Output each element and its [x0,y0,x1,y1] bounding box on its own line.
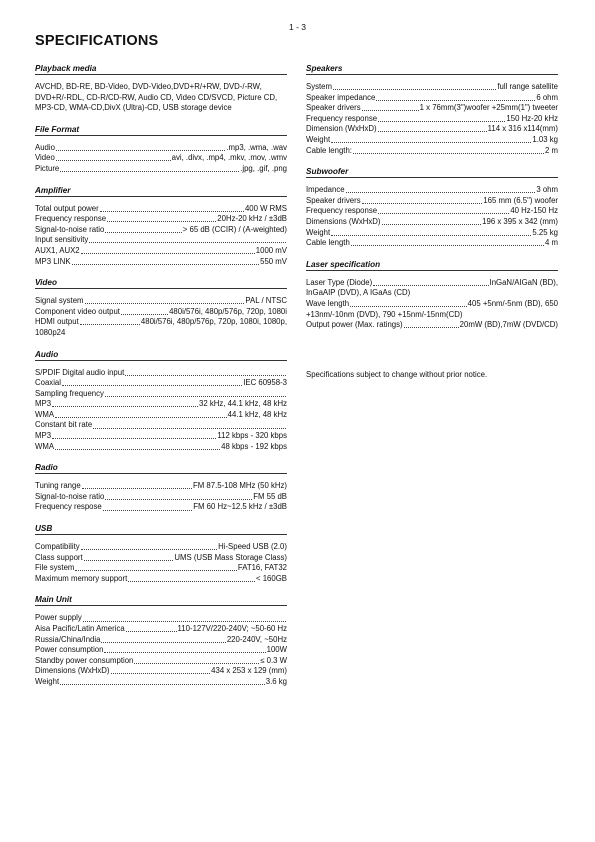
playback-media-section [35,64,287,114]
file-format-section [35,125,287,175]
amplifier-section [35,186,287,268]
leader-dots [125,375,286,376]
spec-row [306,82,558,93]
spec-value: 405 +5nm/-5nm (BD), 650 [467,298,558,308]
leader-dots [93,428,286,429]
leader-dots [100,211,244,212]
spec-label: Class support [35,552,83,562]
leader-dots [56,150,225,151]
spec-row [35,296,287,307]
spec-row [35,624,287,635]
spec-label: Cable length [306,238,350,248]
spec-value: 40 Hz-150 Hz [510,206,558,216]
leader-dots [378,213,509,214]
section-title: Playback media [35,64,287,75]
leader-dots [331,235,531,236]
spec-row [35,399,287,410]
spec-label: MP3 LINK [35,256,71,266]
spec-value: InGaN/AIGaN (BD), [489,277,558,287]
leader-dots [353,153,544,154]
leader-dots [350,306,467,307]
leader-dots [104,652,265,653]
spec-value: 220-240V, ~50Hz [226,634,287,644]
right-column [306,64,558,342]
spec-row [35,235,287,246]
section-title: Laser specification [306,260,558,271]
spec-label: Power consumption [35,645,104,655]
section-title: Subwoofer [306,167,558,178]
spec-label: Russia/China/India [35,634,101,644]
spec-row [35,257,287,268]
spec-value: 165 mm (6.5") woofer [483,195,558,205]
spec-value: FM 87.5-108 MHz (50 kHz) [192,481,287,491]
spec-row [35,368,287,379]
leader-dots [331,142,531,143]
leader-dots [333,89,496,90]
spec-label: Signal system [35,296,84,306]
leader-dots [346,192,536,193]
spec-value: 550 mV [260,256,287,266]
spec-label: MP3 [35,399,52,409]
section-title: Main Unit [35,595,287,606]
spec-label: Audio [35,142,55,152]
spec-row [35,431,287,442]
leader-dots [81,549,217,550]
laser-section [306,260,558,331]
spec-label: Speaker drivers [306,195,361,205]
leader-dots [105,232,181,233]
spec-label: Weight [306,227,331,237]
spec-row [306,114,558,125]
spec-value: PAL / NTSC [245,296,287,306]
spec-row [35,666,287,677]
spec-label: Speaker impedance [306,92,376,102]
leader-dots [351,245,544,246]
spec-label: WMA [35,441,55,451]
spec-value: FM 60 Hz~12.5 kHz / ±3dB [193,502,287,512]
leader-dots [107,221,216,222]
spec-value: .jpg, .gif, .png [240,163,287,173]
leader-dots [111,673,211,674]
spec-row [35,645,287,656]
leader-dots [52,438,216,439]
leader-dots [81,253,255,254]
spec-label: Frequency response [306,113,378,123]
spec-row [35,246,287,257]
spec-value: FM 55 dB [253,491,287,501]
spec-value: 112 kbps - 320 kbps [217,431,287,441]
leader-dots [126,631,177,632]
spec-row [35,143,287,154]
spec-rows [35,481,287,513]
spec-label: Dimensions (WxHxD) [35,666,110,676]
spec-row [35,389,287,400]
spec-value: ≤ 0.3 W [260,655,287,665]
spec-label: Component video output [35,306,120,316]
leader-dots [103,510,192,511]
spec-label: Aisa Pacific/Latin America [35,624,125,633]
spec-value-continued: +13nm/-10nm (DVD), 790 +15nm/-15nm(CD) [306,309,463,319]
spec-label: Cable length: [306,145,352,155]
spec-rows [306,82,558,156]
spec-value: FAT16, FAT32 [237,563,287,573]
leader-dots [404,327,459,328]
spec-label: Frequency response [306,206,378,216]
leader-dots [75,570,236,571]
subwoofer-section [306,167,558,249]
spec-value: 4 m [545,238,558,248]
spec-value: UMS (USB Mass Storage Class) [174,552,287,562]
spec-row [306,299,558,310]
spec-row [35,563,287,574]
usb-section [35,524,287,584]
spec-row [35,481,287,492]
leader-dots [60,171,239,172]
spec-value: 6 ohm [536,92,558,102]
leader-dots [80,324,140,325]
spec-row [306,146,558,157]
spec-label: Compatibility [35,542,80,552]
spec-label: MP3 [35,431,52,441]
spec-value: 114 x 316 x114(mm) [487,124,558,134]
spec-row [35,307,287,318]
spec-row [35,553,287,564]
spec-value: 20mW (BD),7mW (DVD/CD) [459,320,558,330]
page-title: SPECIFICATIONS [35,33,159,49]
playback-media-text: AVCHD, BD-RE, BD-Video, DVD-Video,DVD+R/+RW, DVD-/-RW, DVD+R/-RDL, CD-R/CD-RW, Audio CD, Video CD/SVCD, Picture CD, MP3-CD, WMA-CD,DivX (Ultra)-CD, USB storage device [35,82,278,113]
spec-rows [35,368,287,453]
spec-row [35,442,287,453]
spec-value: 480i/576i, 480p/576p, 720p, 1080i [169,306,287,316]
section-title: Radio [35,463,287,474]
leader-dots [85,303,245,304]
spec-value: 1.03 kg [532,134,558,144]
spec-label: Weight [306,134,331,144]
spec-value: IEC 60958-3 [243,378,287,388]
spec-row [35,656,287,667]
spec-row [35,317,287,328]
spec-row [306,93,558,104]
spec-value: > 65 dB (CCIR) / (A-weighted) [182,224,287,234]
spec-row [306,103,558,114]
spec-label: Signal-to-noise ratio [35,224,105,234]
spec-value: 1 x 76mm(3")woofer +25mm(1") tweeter [419,103,558,113]
change-notice: Specifications subject to change without prior notice. [306,370,488,379]
spec-value: 150 Hz-20 kHz [506,113,558,123]
spec-value-continued: InGaAIP (DVD), A IGaAs (CD) [306,288,411,298]
speakers-section [306,64,558,156]
spec-row [35,214,287,225]
leader-dots [101,642,225,643]
spec-label: Signal-to-noise ratio [35,491,105,501]
spec-label: Output power (Max. ratings) [306,320,403,330]
spec-row [306,217,558,228]
spec-label: File system [35,563,75,573]
spec-value: 196 x 395 x 342 (mm) [482,216,558,226]
leader-dots [362,110,419,111]
spec-value: 5.25 kg [532,227,558,237]
spec-value: .mp3, .wma, .wav [226,142,287,152]
spec-label: Coaxial [35,378,62,388]
spec-row [35,613,287,624]
spec-row [35,410,287,421]
spec-row [35,225,287,236]
leader-dots [55,417,227,418]
spec-label: Laser Type (Diode) [306,277,373,287]
radio-section [35,463,287,513]
leader-dots [84,560,174,561]
spec-row [35,153,287,164]
leader-dots [362,203,483,204]
leader-dots [121,314,168,315]
leader-dots [376,100,535,101]
spec-value: 3.6 kg [265,676,287,686]
spec-value: 32 kHz, 44.1 kHz, 48 kHz [199,399,287,409]
section-title: Audio [35,350,287,361]
spec-value: 480i/576i, 480p/576p, 720p, 1080i, 1080p, [140,317,287,327]
spec-label: Impedance [306,185,345,195]
spec-label: Total output power [35,203,99,213]
leader-dots [134,663,259,664]
spec-value: 48 kbps - 192 kbps [221,441,287,451]
leader-dots [72,264,260,265]
leader-dots [62,385,242,386]
spec-label: Sampling frequency [35,388,104,398]
spec-value: Hi-Speed USB (2.0) [218,542,287,552]
section-title: USB [35,524,287,535]
leader-dots [89,242,286,243]
leader-dots [83,621,286,622]
spec-label: Speaker drivers [306,103,361,113]
spec-rows [306,185,558,249]
spec-row [306,278,558,289]
spec-label: Dimensions (WxHxD) [306,216,381,226]
section-title: File Format [35,125,287,136]
leader-dots [373,285,488,286]
page-number: 1 - 3 [289,22,307,32]
spec-label: System [306,82,332,91]
spec-row [35,378,287,389]
spec-label: Weight [35,676,60,686]
spec-label: Frequency response [35,214,107,224]
spec-label: Constant bit rate [35,420,93,430]
spec-rows [35,204,287,268]
leader-dots [128,581,255,582]
spec-row [306,238,558,249]
leader-dots [82,488,192,489]
spec-row [35,420,287,431]
spec-row [35,677,287,688]
spec-rows [35,143,287,175]
spec-value-continued: 1080p24 [35,327,66,337]
section-title: Video [35,278,287,289]
spec-rows [35,542,287,584]
spec-row [306,228,558,239]
leader-dots [378,121,505,122]
spec-label: S/PDIF Digital audio input [35,367,125,377]
spec-label: Dimension (WxHxD) [306,124,377,134]
spec-row [306,185,558,196]
leader-dots [55,449,220,450]
spec-row [306,196,558,207]
leader-dots [382,224,482,225]
spec-value: < 160GB [256,573,287,583]
video-section [35,278,287,338]
spec-label: Wave length [306,298,350,308]
spec-value: 2 m [545,145,558,155]
spec-label: Input sensitivity [35,235,89,245]
spec-row [35,574,287,585]
spec-row [306,124,558,135]
leader-dots [105,396,286,397]
spec-label: Maximum memory support [35,573,128,583]
spec-value: 20Hz-20 kHz / ±3dB [217,214,287,224]
spec-rows [35,613,287,687]
spec-value: 44.1 kHz, 48 kHz [227,409,287,419]
leader-dots [56,160,171,161]
spec-row [306,206,558,217]
spec-row [35,204,287,215]
spec-value: avi, .divx, .mp4, .mkv, .mov, .wmv [171,153,287,163]
spec-value: 434 x 253 x 129 (mm) [211,666,287,676]
spec-row [306,135,558,146]
spec-value: 3 ohm [536,185,558,195]
spec-label: Power supply [35,613,82,623]
leader-dots [52,406,198,407]
leader-dots [105,499,252,500]
spec-label: Tuning range [35,481,81,491]
spec-label: Picture [35,163,60,173]
spec-label: AUX1, AUX2 [35,245,80,255]
spec-row [35,164,287,175]
spec-value: 100W [266,645,287,655]
section-title: Amplifier [35,186,287,197]
spec-row [35,502,287,513]
section-title: Speakers [306,64,558,75]
left-column [35,64,287,699]
spec-label: WMA [35,409,55,419]
spec-row [35,635,287,646]
spec-value: 110-127V/220-240V; ~50-60 Hz [177,624,287,633]
spec-label: Standby power consumption [35,655,134,665]
spec-row [35,542,287,553]
main-unit-section [35,595,287,687]
spec-value: full range satellite [497,82,558,91]
spec-label: HDMI output [35,317,79,327]
leader-dots [378,131,487,132]
spec-label: Frequency respose [35,502,102,512]
spec-value: 1000 mV [255,245,287,255]
spec-value: 400 W RMS [244,203,287,213]
spec-row [35,492,287,503]
leader-dots [60,684,265,685]
audio-section [35,350,287,453]
spec-label: Video [35,153,55,163]
spec-row [306,320,558,331]
